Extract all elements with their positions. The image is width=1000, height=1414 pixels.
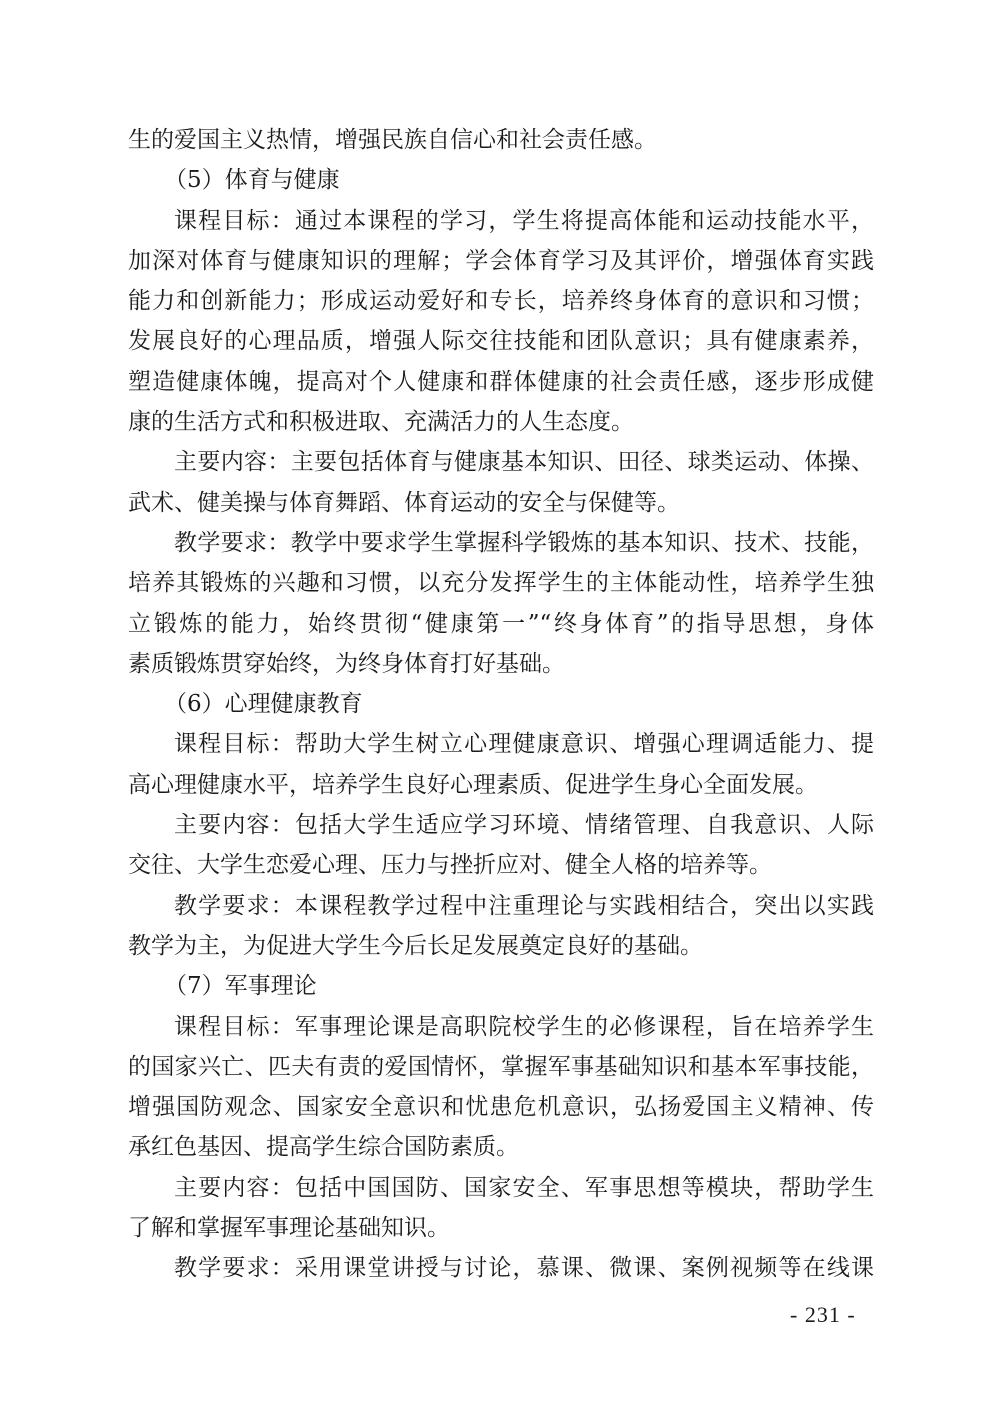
text-line: 增强国防观念、国家安全意识和忧患危机意识，弘扬爱国主义精神、传: [128, 1094, 874, 1121]
text-line: 生的爱国主义热情，增强民族自信心和社会责任感。: [128, 127, 657, 153]
document-body: [128, 120, 874, 1289]
text-line: 培养其锻炼的兴趣和习惯，以充分发挥学生的主体能动性，培养学生独: [128, 570, 874, 597]
page-number: - 231 -: [790, 1302, 856, 1327]
text-line: 武术、健美操与体育舞蹈、体育运动的安全与保健等。: [128, 489, 680, 516]
section-heading: （6）心理健康教育: [164, 691, 363, 718]
text-line: 承红色基因、提高学生综合国防素质。: [128, 1134, 519, 1161]
text-line: 教学要求：采用课堂讲授与讨论，慕课、微课、案例视频等在线课: [174, 1255, 874, 1282]
text-line: 高心理健康水平，培养学生良好心理素质、促进学生身心全面发展。: [128, 771, 818, 798]
text-line: 加深对体育与健康知识的理解；学会体育学习及其评价，增强体育实践: [128, 247, 874, 274]
text-line: 教学要求：本课程教学过程中注重理论与实践相结合，突出以实践: [174, 892, 874, 919]
text-line: 康的生活方式和积极进取、充满活力的人生态度。: [128, 409, 634, 436]
text-line: 主要内容：主要包括体育与健康基本知识、田径、球类运动、体操、: [174, 449, 874, 476]
section-heading: （5）体育与健康: [164, 167, 340, 194]
text-line: 课程目标：军事理论课是高职院校学生的必修课程，旨在培养学生: [174, 1013, 874, 1040]
text-line: 素质锻炼贯穿始终，为终身体育打好基础。: [128, 650, 565, 677]
text-line: 了解和掌握军事理论基础知识。: [128, 1215, 450, 1242]
text-line: 的国家兴亡、匹夫有责的爱国情怀，掌握军事基础知识和基本军事技能，: [128, 1053, 874, 1080]
text-line: 能力和创新能力；形成运动爱好和专长，培养终身体育的意识和习惯；: [128, 288, 874, 315]
text-line: 课程目标：通过本课程的学习，学生将提高体能和运动技能水平，: [174, 207, 874, 234]
text-line: 立锻炼的能力，始终贯彻“健康第一”“终身体育”的指导思想，身体: [128, 610, 874, 637]
text-line: 主要内容：包括大学生适应学习环境、情绪管理、自我意识、人际: [174, 812, 874, 839]
text-line: 交往、大学生恋爱心理、压力与挫折应对、健全人格的培养等。: [128, 852, 772, 879]
text-line: 主要内容：包括中国国防、国家安全、军事思想等模块，帮助学生: [174, 1174, 874, 1201]
text-line: 发展良好的心理品质，增强人际交往技能和团队意识；具有健康素养，: [128, 328, 874, 355]
section-heading: （7）军事理论: [164, 973, 317, 1000]
text-line: 教学为主，为促进大学生今后长足发展奠定良好的基础。: [128, 932, 703, 959]
text-line: 课程目标：帮助大学生树立心理健康意识、增强心理调适能力、提: [174, 731, 874, 758]
text-line: 教学要求：教学中要求学生掌握科学锻炼的基本知识、技术、技能，: [174, 529, 874, 556]
text-line: 塑造健康体魄，提高对个人健康和群体健康的社会责任感，逐步形成健: [128, 368, 874, 395]
